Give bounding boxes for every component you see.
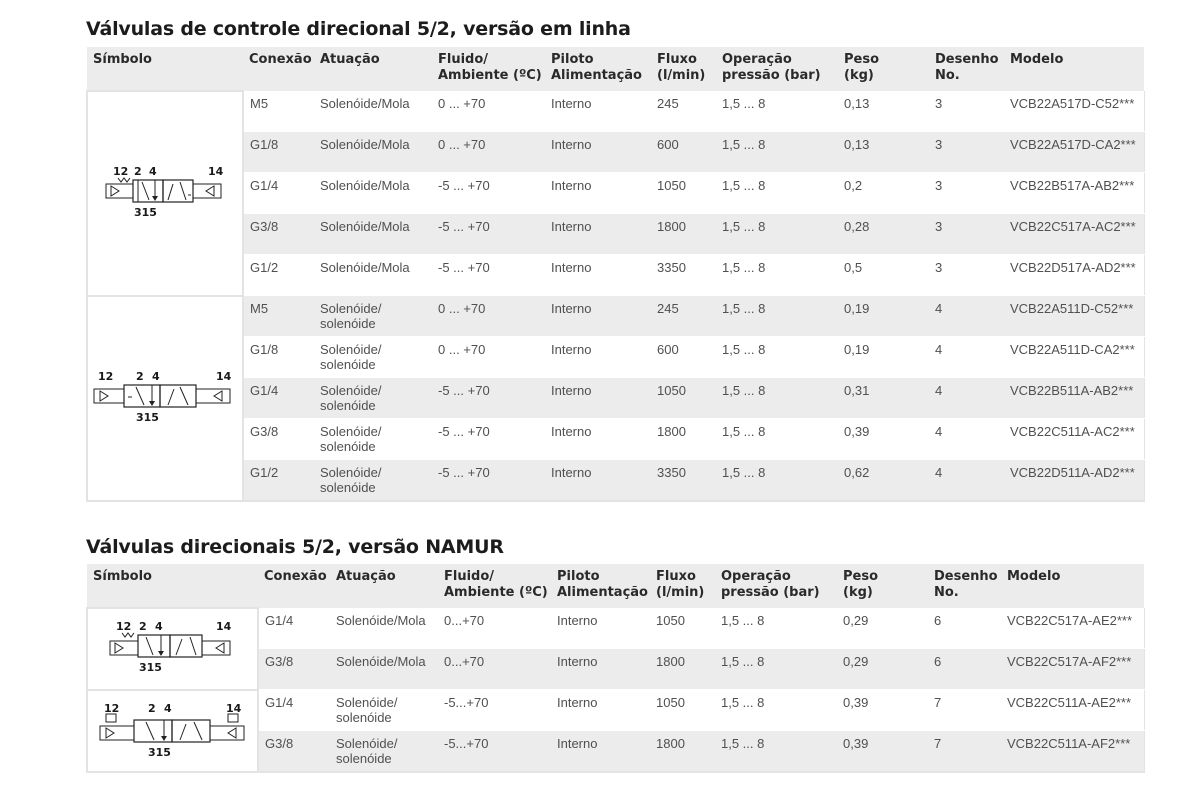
cell-modelo: VCB22C511A-AF2***	[1001, 731, 1144, 773]
svg-text:12: 12	[115, 620, 131, 634]
svg-text:315: 315	[134, 205, 157, 219]
cell-modelo: VCB22A511D-C52***	[1004, 296, 1144, 337]
cell-conexao: M5	[243, 296, 314, 337]
cell-atuacao: Solenóide/ solenóide	[314, 337, 432, 378]
cell-fluido: -5 ... +70	[432, 214, 545, 255]
valve-schematic-solenoid-spring-icon	[100, 162, 230, 222]
cell-pressao: 1,5 ... 8	[716, 419, 838, 460]
cell-pressao: 1,5 ... 8	[715, 731, 837, 773]
svg-text:14: 14	[216, 369, 232, 383]
cell-fluxo: 1050	[650, 690, 715, 731]
cell-desenho: 3	[929, 91, 1004, 132]
cell-fluxo: 3350	[651, 460, 716, 502]
cell-atuacao: Solenóide/ solenóide	[314, 419, 432, 460]
col-header-simbolo: Símbolo	[87, 47, 243, 91]
col-header-modelo: Modelo	[1001, 564, 1144, 608]
col-header-operacao: Operação pressão (bar)	[716, 47, 838, 91]
cell-peso: 0,62	[838, 460, 929, 502]
col-header-conexao: Conexão	[243, 47, 314, 91]
cell-modelo: VCB22C517A-AE2***	[1001, 608, 1144, 649]
cell-piloto: Interno	[545, 132, 651, 173]
cell-piloto: Interno	[545, 255, 651, 296]
table-row	[87, 378, 1144, 419]
cell-atuacao: Solenóide/Mola	[330, 608, 438, 649]
cell-atuacao: Solenóide/Mola	[314, 132, 432, 173]
cell-piloto: Interno	[551, 690, 650, 731]
cell-atuacao: Solenóide/ solenóide	[330, 731, 438, 773]
svg-text:12: 12	[103, 702, 119, 716]
cell-conexao: G3/8	[243, 419, 314, 460]
cell-piloto: Interno	[551, 608, 650, 649]
cell-modelo: VCB22A511D-CA2***	[1004, 337, 1144, 378]
col-header-piloto: Piloto Alimentação	[551, 564, 650, 608]
cell-fluido: -5 ... +70	[432, 378, 545, 419]
valve-symbol-solenoid-spring	[87, 91, 243, 296]
cell-peso: 0,13	[838, 91, 929, 132]
section-title: Válvulas direcionais 5/2, versão NAMUR	[86, 536, 504, 558]
valve-schematic-namur-solenoid-spring-icon	[108, 617, 238, 677]
svg-text:14: 14	[225, 702, 241, 716]
cell-conexao: G1/4	[243, 378, 314, 419]
cell-conexao: G3/8	[258, 731, 330, 773]
cell-fluxo: 245	[651, 91, 716, 132]
cell-peso: 0,28	[838, 214, 929, 255]
valve-schematic-double-solenoid-icon	[92, 367, 238, 427]
cell-modelo: VCB22D517A-AD2***	[1004, 255, 1144, 296]
cell-peso: 0,39	[838, 419, 929, 460]
cell-piloto: Interno	[545, 337, 651, 378]
cell-fluxo: 1050	[651, 378, 716, 419]
cell-peso: 0,31	[838, 378, 929, 419]
cell-modelo: VCB22C511A-AE2***	[1001, 690, 1144, 731]
col-header-fluxo: Fluxo (l/min)	[650, 564, 715, 608]
cell-piloto: Interno	[545, 460, 651, 502]
cell-fluido: 0 ... +70	[432, 296, 545, 337]
svg-text:2: 2	[147, 702, 156, 716]
table-row	[87, 296, 1144, 337]
namur-valves-table	[86, 564, 1145, 773]
cell-atuacao: Solenóide/Mola	[314, 255, 432, 296]
cell-fluido: 0...+70	[438, 649, 551, 690]
col-header-piloto: Piloto Alimentação	[545, 47, 651, 91]
valve-schematic-namur-double-solenoid-icon	[98, 696, 248, 762]
section-namur-valves	[86, 536, 1143, 771]
cell-fluxo: 1800	[651, 419, 716, 460]
cell-fluxo: 1800	[650, 649, 715, 690]
col-header-desenho: Desenho No.	[928, 564, 1001, 608]
cell-pressao: 1,5 ... 8	[716, 378, 838, 419]
cell-modelo: VCB22C517A-AC2***	[1004, 214, 1144, 255]
cell-conexao: G1/8	[243, 337, 314, 378]
cell-fluido: -5 ... +70	[432, 255, 545, 296]
cell-desenho: 4	[929, 337, 1004, 378]
cell-modelo: VCB22C517A-AF2***	[1001, 649, 1144, 690]
cell-piloto: Interno	[545, 296, 651, 337]
cell-fluido: -5...+70	[438, 690, 551, 731]
cell-piloto: Interno	[545, 419, 651, 460]
cell-piloto: Interno	[545, 173, 651, 214]
cell-modelo: VCB22A517D-C52***	[1004, 91, 1144, 132]
cell-pressao: 1,5 ... 8	[716, 173, 838, 214]
cell-pressao: 1,5 ... 8	[716, 91, 838, 132]
svg-text:12: 12	[113, 164, 129, 178]
col-header-atuacao: Atuação	[330, 564, 438, 608]
table-header-row	[87, 564, 1144, 608]
cell-fluxo: 3350	[651, 255, 716, 296]
table-row	[87, 214, 1144, 255]
table-row	[87, 337, 1144, 378]
table-row	[87, 91, 1144, 132]
cell-peso: 0,19	[838, 337, 929, 378]
cell-pressao: 1,5 ... 8	[715, 608, 837, 649]
svg-text:2: 2	[136, 369, 144, 383]
cell-fluido: 0...+70	[438, 608, 551, 649]
cell-modelo: VCB22B511A-AB2***	[1004, 378, 1144, 419]
cell-fluxo: 600	[651, 132, 716, 173]
cell-fluxo: 600	[651, 337, 716, 378]
cell-peso: 0,29	[837, 608, 928, 649]
valve-symbol-namur-solenoid-spring	[87, 608, 258, 690]
cell-atuacao: Solenóide/Mola	[314, 173, 432, 214]
cell-desenho: 6	[928, 608, 1001, 649]
svg-text:4: 4	[152, 369, 160, 383]
col-header-conexao: Conexão	[258, 564, 330, 608]
col-header-peso: Peso (kg)	[837, 564, 928, 608]
cell-peso: 0,39	[837, 690, 928, 731]
cell-fluxo: 1800	[650, 731, 715, 773]
svg-text:315: 315	[147, 746, 171, 760]
col-header-modelo: Modelo	[1004, 47, 1144, 91]
cell-desenho: 4	[929, 419, 1004, 460]
col-header-fluido: Fluido/ Ambiente (ºC)	[438, 564, 551, 608]
svg-text:12: 12	[98, 369, 114, 383]
inline-valves-table	[86, 47, 1145, 502]
cell-conexao: M5	[243, 91, 314, 132]
cell-conexao: G1/2	[243, 255, 314, 296]
cell-pressao: 1,5 ... 8	[716, 132, 838, 173]
cell-pressao: 1,5 ... 8	[716, 214, 838, 255]
cell-pressao: 1,5 ... 8	[715, 649, 837, 690]
cell-fluido: -5 ... +70	[432, 419, 545, 460]
valve-symbol-double-solenoid	[87, 296, 243, 502]
svg-text:4: 4	[149, 164, 157, 178]
cell-desenho: 7	[928, 690, 1001, 731]
cell-atuacao: Solenóide/Mola	[314, 214, 432, 255]
svg-text:14: 14	[208, 164, 224, 178]
col-header-operacao: Operação pressão (bar)	[715, 564, 837, 608]
cell-piloto: Interno	[551, 731, 650, 773]
col-header-peso: Peso (kg)	[838, 47, 929, 91]
cell-pressao: 1,5 ... 8	[716, 296, 838, 337]
cell-atuacao: Solenóide/ solenóide	[314, 460, 432, 502]
cell-conexao: G3/8	[243, 214, 314, 255]
table-row	[87, 460, 1144, 502]
cell-conexao: G1/4	[258, 608, 330, 649]
cell-atuacao: Solenóide/Mola	[330, 649, 438, 690]
valve-symbol-namur-double-solenoid	[87, 690, 258, 773]
cell-desenho: 4	[929, 378, 1004, 419]
svg-text:4: 4	[163, 702, 172, 716]
col-header-simbolo: Símbolo	[87, 564, 258, 608]
cell-pressao: 1,5 ... 8	[715, 690, 837, 731]
cell-conexao: G1/2	[243, 460, 314, 502]
table-header-row	[87, 47, 1144, 91]
col-header-atuacao: Atuação	[314, 47, 432, 91]
cell-fluido: 0 ... +70	[432, 337, 545, 378]
table-row	[87, 132, 1144, 173]
cell-desenho: 7	[928, 731, 1001, 773]
col-header-fluxo: Fluxo (l/min)	[651, 47, 716, 91]
cell-piloto: Interno	[545, 91, 651, 132]
cell-peso: 0,5	[838, 255, 929, 296]
cell-peso: 0,39	[837, 731, 928, 773]
svg-text:2: 2	[134, 164, 142, 178]
cell-desenho: 4	[929, 296, 1004, 337]
cell-atuacao: Solenóide/ solenóide	[314, 378, 432, 419]
cell-fluido: 0 ... +70	[432, 91, 545, 132]
cell-conexao: G1/8	[243, 132, 314, 173]
svg-text:4: 4	[154, 620, 163, 634]
col-header-fluido: Fluido/ Ambiente (ºC)	[432, 47, 545, 91]
cell-modelo: VCB22D511A-AD2***	[1004, 460, 1144, 502]
cell-desenho: 4	[929, 460, 1004, 502]
cell-piloto: Interno	[545, 214, 651, 255]
cell-pressao: 1,5 ... 8	[716, 337, 838, 378]
svg-text:315: 315	[138, 661, 162, 675]
cell-atuacao: Solenóide/ solenóide	[314, 296, 432, 337]
cell-fluxo: 1800	[651, 214, 716, 255]
cell-piloto: Interno	[551, 649, 650, 690]
cell-conexao: G3/8	[258, 649, 330, 690]
cell-peso: 0,2	[838, 173, 929, 214]
table-row	[87, 255, 1144, 296]
cell-fluido: 0 ... +70	[432, 132, 545, 173]
cell-fluido: -5...+70	[438, 731, 551, 773]
cell-atuacao: Solenóide/ solenóide	[330, 690, 438, 731]
svg-text:315: 315	[136, 410, 159, 424]
cell-modelo: VCB22C511A-AC2***	[1004, 419, 1144, 460]
cell-desenho: 3	[929, 214, 1004, 255]
cell-pressao: 1,5 ... 8	[716, 255, 838, 296]
cell-pressao: 1,5 ... 8	[716, 460, 838, 502]
table-row	[87, 608, 1144, 649]
cell-peso: 0,19	[838, 296, 929, 337]
cell-modelo: VCB22A517D-CA2***	[1004, 132, 1144, 173]
cell-fluxo: 245	[651, 296, 716, 337]
section-inline-valves	[86, 18, 1143, 493]
table-row	[87, 419, 1144, 460]
cell-desenho: 3	[929, 255, 1004, 296]
cell-fluido: -5 ... +70	[432, 173, 545, 214]
cell-modelo: VCB22B517A-AB2***	[1004, 173, 1144, 214]
cell-desenho: 3	[929, 132, 1004, 173]
cell-peso: 0,13	[838, 132, 929, 173]
table-row	[87, 173, 1144, 214]
cell-fluxo: 1050	[650, 608, 715, 649]
svg-text:14: 14	[215, 620, 231, 634]
cell-piloto: Interno	[545, 378, 651, 419]
section-title: Válvulas de controle direcional 5/2, versão em linha	[86, 18, 631, 40]
cell-conexao: G1/4	[243, 173, 314, 214]
svg-text:2: 2	[138, 620, 147, 634]
cell-fluxo: 1050	[651, 173, 716, 214]
cell-desenho: 3	[929, 173, 1004, 214]
cell-fluido: -5 ... +70	[432, 460, 545, 502]
cell-peso: 0,29	[837, 649, 928, 690]
table-row	[87, 690, 1144, 731]
col-header-desenho: Desenho No.	[929, 47, 1004, 91]
cell-atuacao: Solenóide/Mola	[314, 91, 432, 132]
cell-desenho: 6	[928, 649, 1001, 690]
cell-conexao: G1/4	[258, 690, 330, 731]
